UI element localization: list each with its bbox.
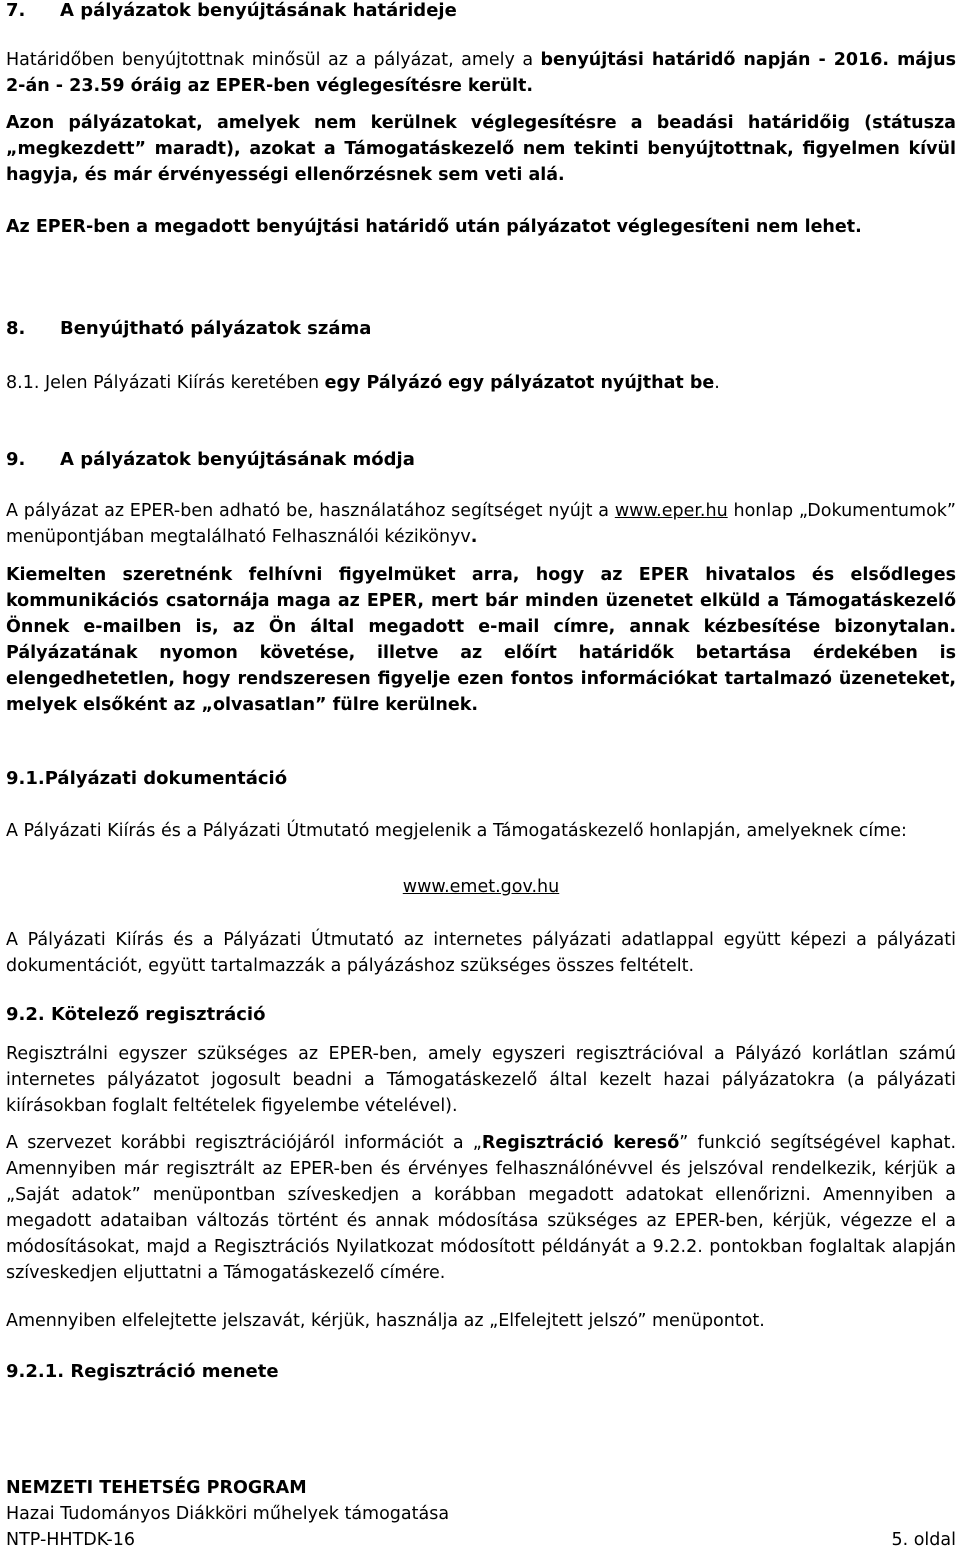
emet-link[interactable]: www.emet.gov.hu (402, 877, 560, 897)
section-9-1-heading: 9.1.Pályázati dokumentáció (6, 768, 288, 789)
deadline-text: Határidőben benyújtottnak minősül az a pályázat, amely a (6, 50, 541, 70)
registration-search-label: Regisztráció kereső (481, 1133, 680, 1153)
count-text: 8.1. Jelen Pályázati Kiírás keretében (6, 373, 325, 393)
search-text: A szervezet korábbi regisztrációjáról információt a „ (6, 1133, 482, 1153)
footer-program: NEMZETI TEHETSÉG PROGRAM (6, 1478, 307, 1498)
count-rule-text: egy Pályázó egy pályázatot nyújthat be (324, 373, 715, 393)
documentation-paragraph: A Pályázati Kiírás és a Pályázati Útmutató megjelenik a Támogatáskezelő honlapján, amelyeknek címe: (6, 821, 907, 841)
non-finalized-paragraph: Azon pályázatokat, amelyek nem kerülnek véglegesítésre a beadási határidőig (státusza „megkezdett” maradt), azokat a Támogatáskezelő nem tekinti benyújtottnak, figyelmen kívül hagyja, és már érvényességi ellenőrzésnek sem veti alá. (6, 113, 956, 185)
registration-search-paragraph (6, 1130, 956, 1286)
period-text: . (714, 373, 720, 393)
section-9-2-heading: 9.2. Kötelező regisztráció (6, 1004, 266, 1025)
emet-link-line (6, 874, 956, 900)
section-number: 9. (6, 449, 26, 470)
forgotten-password-paragraph: Amennyiben elfelejtette jelszavát, kérjük, használja az „Elfelejtett jelszó” menüpontot. (6, 1311, 765, 1331)
eper-link[interactable]: www.eper.hu (614, 501, 728, 521)
submission-method-paragraph (6, 498, 956, 550)
section-9-heading (6, 447, 415, 473)
footer-subtitle: Hazai Tudományos Diákköri műhelyek támogatása (6, 1504, 450, 1524)
eper-communication-paragraph: Kiemelten szeretnénk felhívni figyelmüket arra, hogy az EPER hivatalos és elsődleges kommunikációs csatornája maga az EPER, mert bár minden üzenetet elküld a Támogatáskezelő Önnek e-mailben is, az Ön által megadott e-mail címre, annak kézbesítése bizonytalan. Pályázatának nyomon követése, illetve az előírt határidők betartása érdekében is elengedhetetlen, hogy rendszeresen figyelje ezen fontos információkat tartalmazó üzeneteket, melyek elsőként az „olvasatlan” fülre kerülnek. (6, 565, 956, 715)
section-title: A pályázatok benyújtásának határideje (60, 0, 457, 21)
deadline-date-text: benyújtási határidő napján - 2016. május 2-án - 23.59 óráig az EPER-ben véglegesítésre került. (6, 50, 956, 96)
section-title: A pályázatok benyújtásának módja (60, 449, 415, 470)
section-8-heading (6, 316, 371, 342)
finalize-rule-paragraph: Az EPER-ben a megadott benyújtási határidő után pályázatot véglegesíteni nem lehet. (6, 217, 862, 237)
search-text-2: ” funkció segítségével kaphat. Amennyiben már regisztrált az EPER-ben és érvényes felhasználónévvel és jelszóval rendelkezik, kérjük a „Saját adatok” menüpontban szíveskedjen a korábban megadott adatokat ellenőrizni. Amennyiben a megadott adataiban változás történt és annak módosítása szükséges az EPER-ben, kérjük, végezze el a módosításokat, majd a Regisztrációs Nyilatkozat módosított példányát a 9.2.2. pontokban foglaltak alapján szíveskedjen eljuttatni a Támogatáskezelő címére. (6, 1133, 957, 1283)
footer-page-number: 5. oldal (891, 1530, 956, 1550)
footer-row (6, 1527, 956, 1553)
footer-code: NTP-HHTDK-16 (6, 1530, 135, 1550)
section-number: 7. (6, 0, 26, 21)
method-text: A pályázat az EPER-ben adható be, használatához segítséget nyújt a (6, 501, 615, 521)
method-text-2: honlap „Dokumentumok” menüpontjában megtalálható Felhasználói kézikönyv (6, 501, 956, 547)
section-9-2-1-heading: 9.2.1. Regisztráció menete (6, 1361, 279, 1382)
section-number: 8. (6, 318, 26, 339)
registration-paragraph: Regisztrálni egyszer szükséges az EPER-ben, amely egyszeri regisztrációval a Pályázó korlátlan számú internetes pályázatot jogosult beadni a Támogatáskezelő által kezelt hazai pályázatokra (a pályázati kiírásokban foglalt feltételek figyelembe vételével). (6, 1044, 956, 1116)
period-text: . (470, 527, 478, 547)
page-footer (6, 1475, 956, 1553)
deadline-paragraph (6, 47, 956, 99)
section-7-heading (6, 0, 457, 24)
section-title: Benyújtható pályázatok száma (60, 318, 372, 339)
documentation-parts-paragraph: A Pályázati Kiírás és a Pályázati Útmutató az internetes pályázati adatlappal együtt képezi a pályázati dokumentációt, együtt tartalmazzák a pályázáshoz szükséges összes feltételt. (6, 930, 956, 976)
application-count-paragraph (6, 370, 956, 396)
